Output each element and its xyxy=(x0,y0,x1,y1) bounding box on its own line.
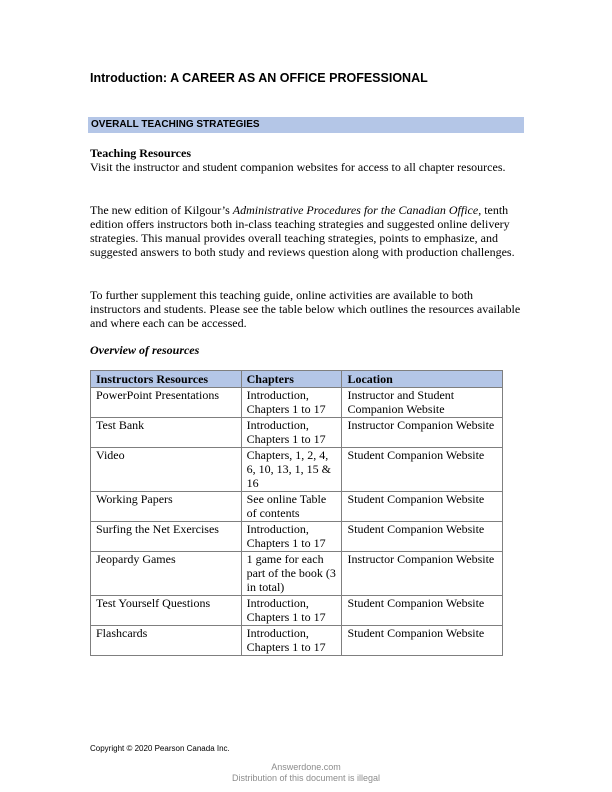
table-row xyxy=(91,552,503,596)
column-header: Location xyxy=(342,371,503,388)
table-cell: Introduction, Chapters 1 to 17 xyxy=(241,596,342,626)
table-cell: Chapters, 1, 2, 4, 6, 10, 13, 1, 15 & 16 xyxy=(241,448,342,492)
table-cell: Instructor Companion Website xyxy=(342,418,503,448)
table-cell: Video xyxy=(91,448,242,492)
table-cell: Flashcards xyxy=(91,626,242,656)
section-heading-bar xyxy=(88,117,524,133)
table-cell: Introduction, Chapters 1 to 17 xyxy=(241,388,342,418)
table-heading: Overview of resources xyxy=(90,343,200,357)
table-cell: Student Companion Website xyxy=(342,596,503,626)
table-cell: Introduction, Chapters 1 to 17 xyxy=(241,626,342,656)
copyright-footer: Copyright © 2020 Pearson Canada Inc. xyxy=(90,744,230,753)
table-cell: Introduction, Chapters 1 to 17 xyxy=(241,522,342,552)
table-cell: Jeopardy Games xyxy=(91,552,242,596)
table-cell: Student Companion Website xyxy=(342,626,503,656)
table-header-row xyxy=(91,371,503,388)
table-row xyxy=(91,596,503,626)
book-title: Administrative Procedures for the Canadian Office xyxy=(232,203,479,217)
table-cell: Surfing the Net Exercises xyxy=(91,522,242,552)
watermark-site: Answerdone.com xyxy=(271,762,341,772)
intro-paragraph: Visit the instructor and student companion websites for access to all chapter resources. xyxy=(90,160,506,174)
table-cell: 1 game for each part of the book (3 in total) xyxy=(241,552,342,596)
table-cell: Introduction, Chapters 1 to 17 xyxy=(241,418,342,448)
table-cell: Working Papers xyxy=(91,492,242,522)
table-cell: Test Bank xyxy=(91,418,242,448)
column-header: Instructors Resources xyxy=(91,371,242,388)
edition-text-start: The new edition of Kilgour’s xyxy=(90,203,233,217)
watermark-notice: Distribution of this document is illegal xyxy=(231,773,381,783)
table-cell: Student Companion Website xyxy=(342,522,503,552)
supplement-paragraph: To further supplement this teaching guide, online activities are available to both instructors and students. Please see the table below which outlines the resources available and where each can be accessed. xyxy=(90,288,521,330)
page-title: Introduction: A CAREER AS AN OFFICE PROFESSIONAL xyxy=(90,71,428,85)
table-cell: Test Yourself Questions xyxy=(91,596,242,626)
table-cell: See online Table of contents xyxy=(241,492,342,522)
table-cell: PowerPoint Presentations xyxy=(91,388,242,418)
table-row xyxy=(91,626,503,656)
table-cell: Student Companion Website xyxy=(342,492,503,522)
column-header: Chapters xyxy=(241,371,342,388)
table-row xyxy=(91,418,503,448)
table-cell: Student Companion Website xyxy=(342,448,503,492)
section-heading: OVERALL TEACHING STRATEGIES xyxy=(91,119,260,130)
table-row xyxy=(91,522,503,552)
table-cell: Instructor and Student Companion Website xyxy=(342,388,503,418)
edition-text-end: , tenth edition offers instructors both in-class teaching strategies and suggested online delivery strategies. This manual provides overall teaching strategies, points to emphasize, and suggested answers to both study and reviews question along with production challenges. xyxy=(90,203,515,259)
table-row xyxy=(91,492,503,522)
teaching-resources-heading: Teaching Resources xyxy=(90,146,192,160)
edition-paragraph xyxy=(90,203,522,259)
table-row xyxy=(91,448,503,492)
resources-table xyxy=(90,370,503,656)
table-row xyxy=(91,388,503,418)
table-cell: Instructor Companion Website xyxy=(342,552,503,596)
